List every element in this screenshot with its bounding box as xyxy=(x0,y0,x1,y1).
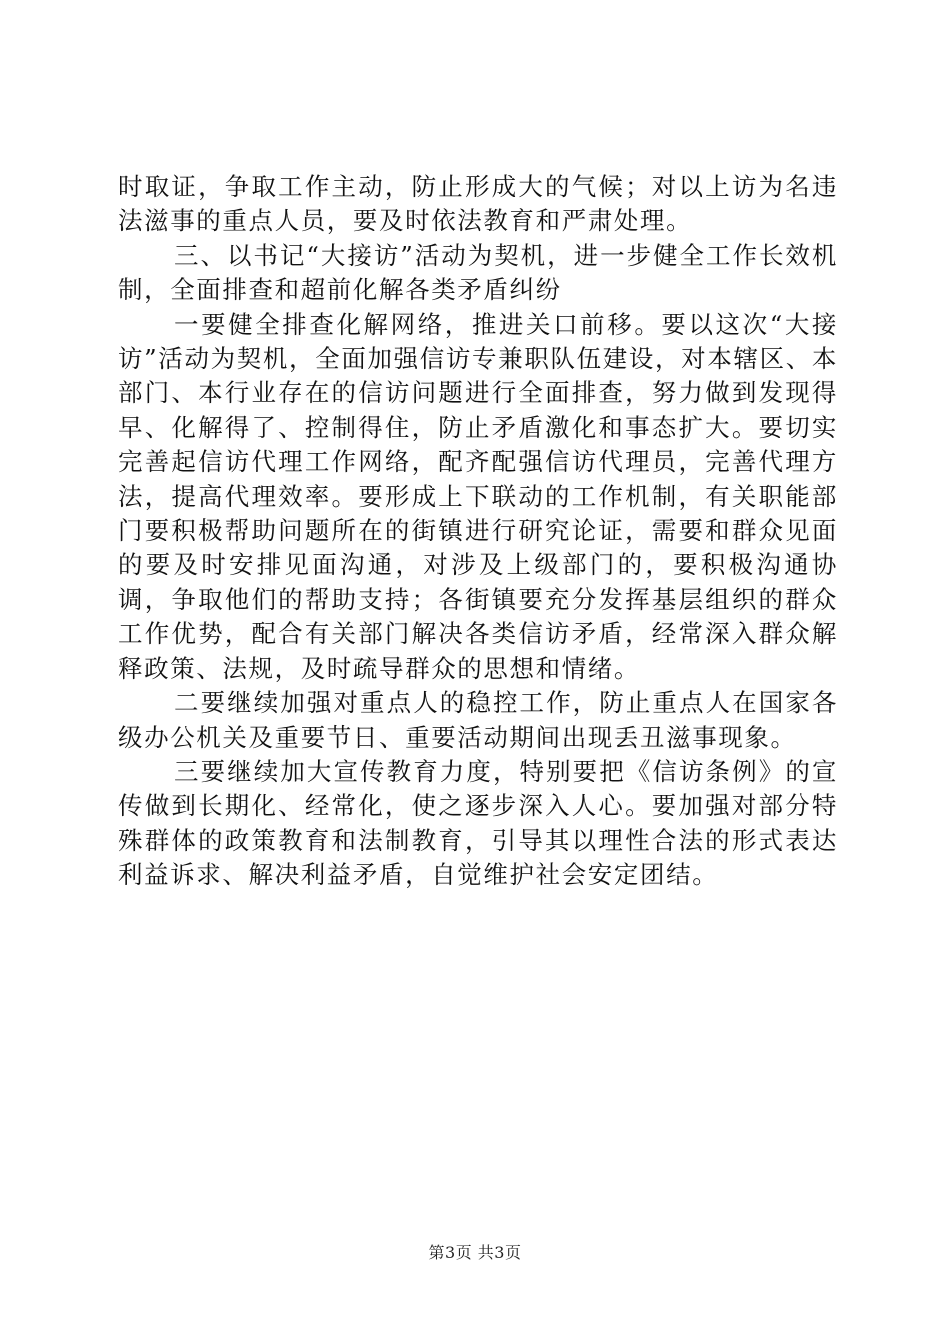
document-body xyxy=(118,170,838,893)
paragraph-item-2: 二要继续加强对重点人的稳控工作，防止重点人在国家各级办公机关及重要节日、重要活动期间出现丢丑滋事现象。 xyxy=(118,688,838,752)
paragraph-item-1: 一要健全排查化解网络，推进关口前移。要以这次“大接访”活动为契机，全面加强信访专兼职队伍建设，对本辖区、本部门、本行业存在的信访问题进行全面排查，努力做到发现得早、化解得了、控制得住，防止矛盾激化和事态扩大。要切实完善起信访代理工作网络，配齐配强信访代理员，完善代理方法，提高代理效率。要形成上下联动的工作机制，有关职能部门要积极帮助问题所在的街镇进行研究论证，需要和群众见面的要及时安排见面沟通，对涉及上级部门的，要积极沟通协调，争取他们的帮助支持；各街镇要充分发挥基层组织的群众工作优势，配合有关部门解决各类信访矛盾，经常深入群众解释政策、法规，及时疏导群众的思想和情绪。 xyxy=(118,309,838,683)
section-heading: 三、以书记“大接访”活动为契机，进一步健全工作长效机制，全面排查和超前化解各类矛盾纠纷 xyxy=(118,240,838,305)
paragraph-continuation: 时取证，争取工作主动，防止形成大的气候；对以上访为名违法滋事的重点人员，要及时依法教育和严肃处理。 xyxy=(118,172,838,236)
page-footer: 第3页 共3页 xyxy=(428,1243,522,1262)
paragraph-item-3: 三要继续加大宣传教育力度，特别要把《信访条例》的宣传做到长期化、经常化，使之逐步深入人心。要加强对部分特殊群体的政策教育和法制教育，引导其以理性合法的形式表达利益诉求、解决利益矛盾，自觉维护社会安定团结。 xyxy=(118,756,838,890)
